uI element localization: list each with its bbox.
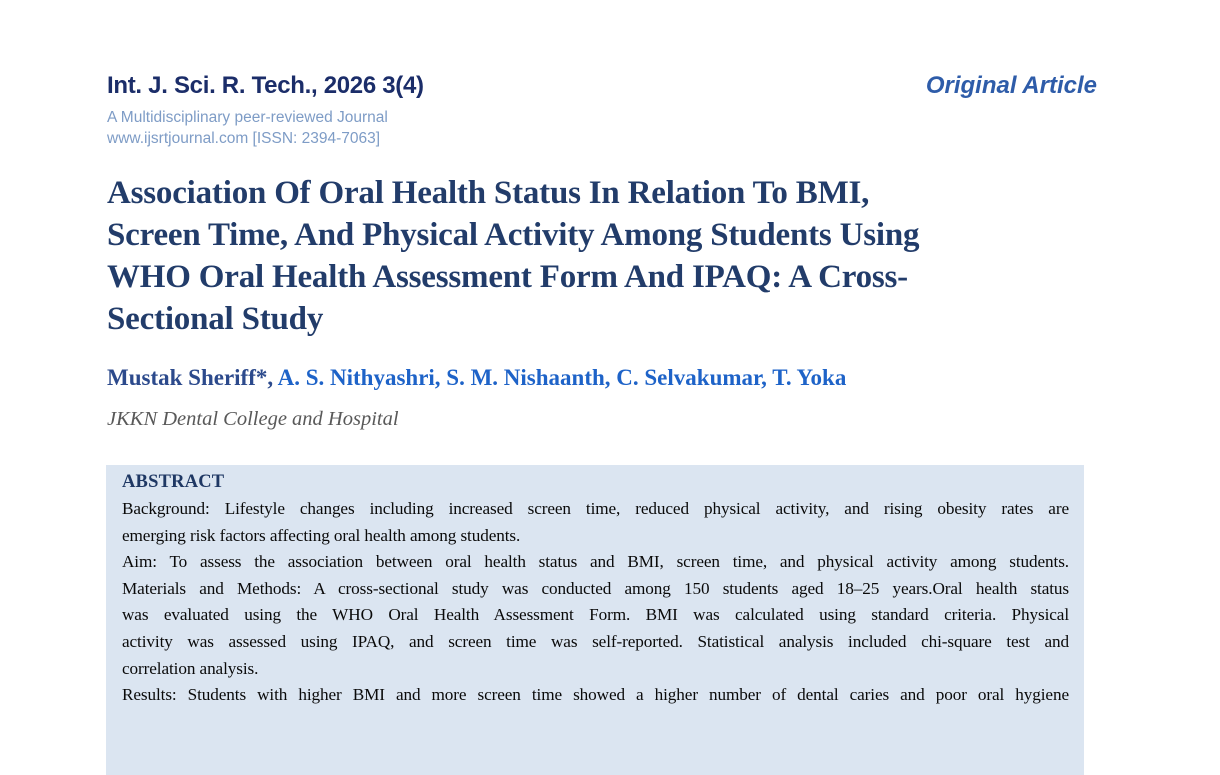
abstract-heading: ABSTRACT — [122, 472, 225, 492]
author-others: A. S. Nithyashri, S. M. Nishaanth, C. Selvakumar, T. Yoka — [273, 365, 847, 390]
author-lead: Mustak Sheriff*, — [107, 365, 274, 390]
abstract-line: Results: Students with higher BMI and more screen time showed a higher number of dental caries and poor oral hygiene — [122, 685, 1069, 705]
title-line-3: WHO Oral Health Assessment Form And IPAQ: A Cross- — [107, 259, 908, 295]
authors-line — [107, 363, 846, 393]
abstract-line: Aim: To assess the association between oral health status and BMI, screen time, and physical activity among students. — [122, 552, 1069, 572]
abstract-line: was evaluated using the WHO Oral Health Assessment Form. BMI was calculated using standard criteria. Physical — [122, 605, 1069, 625]
affiliation: JKKN Dental College and Hospital — [107, 408, 399, 430]
abstract-line: Background: Lifestyle changes including increased screen time, reduced physical activity, and rising obesity rates are — [122, 499, 1069, 518]
abstract-box — [106, 465, 1084, 775]
abstract-line: Materials and Methods: A cross-sectional study was conducted among 150 students aged 18–25 years.Oral health status — [122, 578, 1069, 598]
abstract-line: activity was assessed using IPAQ, and screen time was self-reported. Statistical analysis included chi-square test and — [122, 631, 1069, 651]
title-line-4: Sectional Study — [107, 301, 324, 337]
title-line-1: Association Of Oral Health Status In Relation To BMI, — [107, 175, 870, 211]
journal-url-issn: www.ijsrtjournal.com [ISSN: 2394-7063] — [107, 130, 381, 147]
journal-name: Int. J. Sci. R. Tech., 2026 3(4) — [107, 72, 424, 99]
article-title — [107, 172, 919, 340]
title-line-2: Screen Time, And Physical Activity Among Students Using — [107, 217, 920, 253]
abstract-line: emerging risk factors affecting oral health among students. — [122, 525, 521, 545]
journal-subtitle: A Multidisciplinary peer-reviewed Journal — [107, 109, 388, 126]
abstract-line: correlation analysis. — [122, 658, 259, 678]
article-type-label: Original Article — [925, 72, 1097, 99]
